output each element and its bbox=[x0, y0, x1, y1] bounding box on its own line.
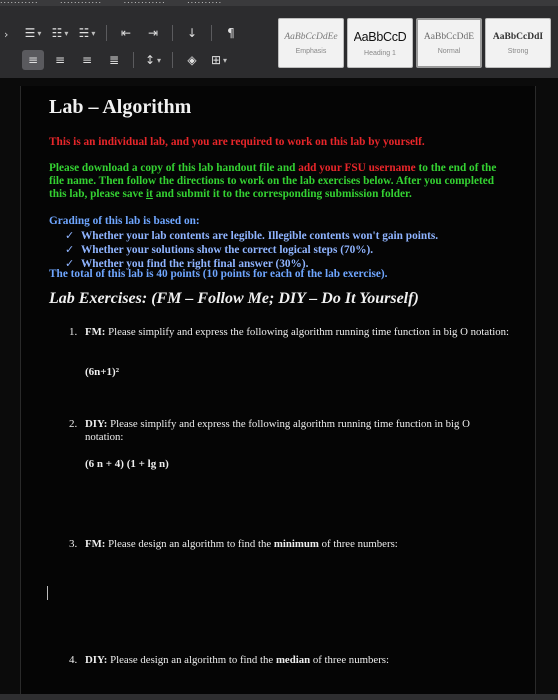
style-sample: AaBbCcDdEe bbox=[284, 31, 338, 42]
exercise-2-formula: (6 n + 4) (1 + lg n) bbox=[85, 458, 169, 470]
checkmark-icon: ✓ bbox=[65, 257, 75, 270]
exercise-text bbox=[85, 326, 509, 339]
instructions-text-1: Please download a copy of this lab handout file and bbox=[49, 162, 299, 174]
align-left-icon: ≡ bbox=[27, 53, 39, 67]
exercise-number: 4. bbox=[69, 654, 78, 666]
align-right-icon: ≡ bbox=[81, 53, 93, 67]
align-right-button[interactable] bbox=[76, 50, 98, 70]
exercise-prompt-after: of three numbers: bbox=[318, 538, 398, 550]
increase-indent-icon: ⇥ bbox=[147, 26, 159, 40]
bottom-status-strip bbox=[0, 694, 558, 700]
borders-icon: ⊞ bbox=[210, 53, 222, 67]
grading-item: ✓ Whether your lab contents are legible. Illegible contents won't gain points. bbox=[65, 229, 439, 242]
style-name: Normal bbox=[437, 47, 461, 55]
grading-item: ✓ Whether you find the right final answer (30%). bbox=[65, 257, 309, 270]
paragraph-toolbar-row-1 bbox=[22, 22, 242, 44]
exercise-number: 3. bbox=[69, 538, 78, 550]
exercise-1-formula: (6n+1)² bbox=[85, 366, 120, 378]
checkmark-icon: ✓ bbox=[65, 229, 75, 242]
exercise-4 bbox=[69, 654, 509, 667]
exercise-number: 2. bbox=[69, 418, 78, 430]
style-strong[interactable] bbox=[485, 18, 551, 68]
toolbar-separator bbox=[133, 52, 134, 68]
exercise-keyword: minimum bbox=[273, 538, 319, 550]
align-center-icon: ≡ bbox=[54, 53, 66, 67]
exercise-prompt: Please simplify and express the following algorithm running time function in big O notation: bbox=[105, 326, 510, 338]
exercise-keyword: median bbox=[275, 654, 311, 666]
multilevel-list-icon: ☵ bbox=[78, 26, 90, 40]
shading-button[interactable] bbox=[181, 50, 203, 70]
instructions-highlight: add your FSU username bbox=[298, 162, 416, 174]
total-points-line: The total of this lab is 40 points (10 points for each of the lab exercise). bbox=[49, 268, 388, 280]
exercise-text bbox=[85, 538, 509, 551]
paragraph-toolbar-row-2 bbox=[22, 49, 230, 71]
ribbon-collapse-chevron-icon[interactable]: › bbox=[4, 28, 9, 41]
bullets-list-icon: ☰ bbox=[24, 26, 36, 40]
style-name: Emphasis bbox=[295, 47, 327, 55]
shading-icon: ◈ bbox=[187, 53, 197, 67]
style-emphasis[interactable] bbox=[278, 18, 344, 68]
increase-indent-button[interactable] bbox=[142, 23, 164, 43]
exercise-prompt-before: Please design an algorithm to find the bbox=[107, 654, 276, 666]
instructions-text-2: to the end of the file name. Then follow the directions to work on the lab exercises below. After you completed this lab, please save bbox=[49, 162, 497, 200]
document-title: Lab – Algorithm bbox=[49, 96, 192, 118]
style-sample: AaBbCcD bbox=[353, 29, 407, 44]
justify-icon: ≣ bbox=[108, 53, 120, 67]
exercise-2 bbox=[69, 418, 509, 444]
exercise-number: 1. bbox=[69, 326, 78, 338]
style-heading-1[interactable] bbox=[347, 18, 413, 68]
exercise-tag: FM: bbox=[85, 538, 106, 550]
toolbar-separator bbox=[172, 25, 173, 41]
ribbon-toolbar bbox=[0, 0, 558, 78]
style-normal[interactable] bbox=[416, 18, 482, 68]
toolbar-separator bbox=[211, 25, 212, 41]
chevron-down-icon: ▾ bbox=[223, 55, 228, 65]
ribbon-cut-off-labels: ........... ............ ............ .......... bbox=[0, 0, 558, 6]
style-sample: AaBbCcDdE bbox=[423, 31, 475, 42]
exercise-tag: DIY: bbox=[85, 418, 108, 430]
text-cursor bbox=[47, 586, 48, 600]
exercise-tag: FM: bbox=[85, 326, 106, 338]
multilevel-list-button[interactable] bbox=[76, 23, 98, 43]
chevron-down-icon: ▾ bbox=[37, 28, 42, 38]
chevron-down-icon: ▾ bbox=[157, 55, 162, 65]
decrease-indent-button[interactable] bbox=[115, 23, 137, 43]
lab-exercises-heading: Lab Exercises: (FM – Follow Me; DIY – Do It Yourself) bbox=[49, 290, 419, 307]
exercise-3 bbox=[69, 538, 509, 551]
exercise-tag: DIY: bbox=[85, 654, 108, 666]
style-name: Strong bbox=[507, 47, 529, 55]
checkmark-icon: ✓ bbox=[65, 243, 75, 256]
exercise-text bbox=[85, 654, 509, 667]
numbered-list-button[interactable] bbox=[49, 23, 71, 43]
sort-icon: ↓ bbox=[186, 26, 198, 40]
instructions-it-word: it bbox=[145, 188, 153, 200]
document-page[interactable] bbox=[20, 86, 536, 700]
toolbar-separator bbox=[106, 25, 107, 41]
borders-button[interactable] bbox=[208, 50, 230, 70]
numbered-list-icon: ☷ bbox=[51, 26, 63, 40]
exercise-text bbox=[85, 418, 509, 444]
style-sample: AaBbCcDdI bbox=[492, 31, 544, 42]
align-center-button[interactable] bbox=[49, 50, 71, 70]
exercise-prompt: Please simplify and express the following algorithm running time function in big O notation: bbox=[85, 418, 470, 443]
bullets-list-button[interactable] bbox=[22, 23, 44, 43]
style-name: Heading 1 bbox=[364, 49, 396, 57]
exercise-prompt-before: Please design an algorithm to find the bbox=[105, 538, 274, 550]
instructions-text-3: and submit it to the corresponding submission folder. bbox=[152, 188, 412, 200]
line-spacing-button[interactable] bbox=[142, 50, 164, 70]
sort-button[interactable] bbox=[181, 23, 203, 43]
decrease-indent-icon: ⇤ bbox=[120, 26, 132, 40]
chevron-down-icon: ▾ bbox=[91, 28, 96, 38]
chevron-down-icon: ▾ bbox=[64, 28, 69, 38]
grading-criteria-list bbox=[65, 229, 438, 271]
styles-gallery bbox=[278, 18, 551, 70]
justify-button[interactable] bbox=[103, 50, 125, 70]
exercise-1 bbox=[69, 326, 509, 339]
toolbar-separator bbox=[172, 52, 173, 68]
individual-lab-notice: This is an individual lab, and you are required to work on this lab by yourself. bbox=[49, 136, 425, 148]
grading-title: Grading of this lab is based on: bbox=[49, 215, 200, 227]
pilcrow-icon: ¶ bbox=[227, 26, 235, 40]
line-spacing-icon: ↕ bbox=[144, 53, 156, 67]
align-left-button[interactable] bbox=[22, 50, 44, 70]
exercise-prompt-after: of three numbers: bbox=[310, 654, 389, 666]
instructions-paragraph bbox=[49, 162, 509, 201]
pilcrow-button[interactable] bbox=[220, 23, 242, 43]
grading-item: ✓ Whether your solutions show the correct logical steps (70%). bbox=[65, 243, 374, 256]
